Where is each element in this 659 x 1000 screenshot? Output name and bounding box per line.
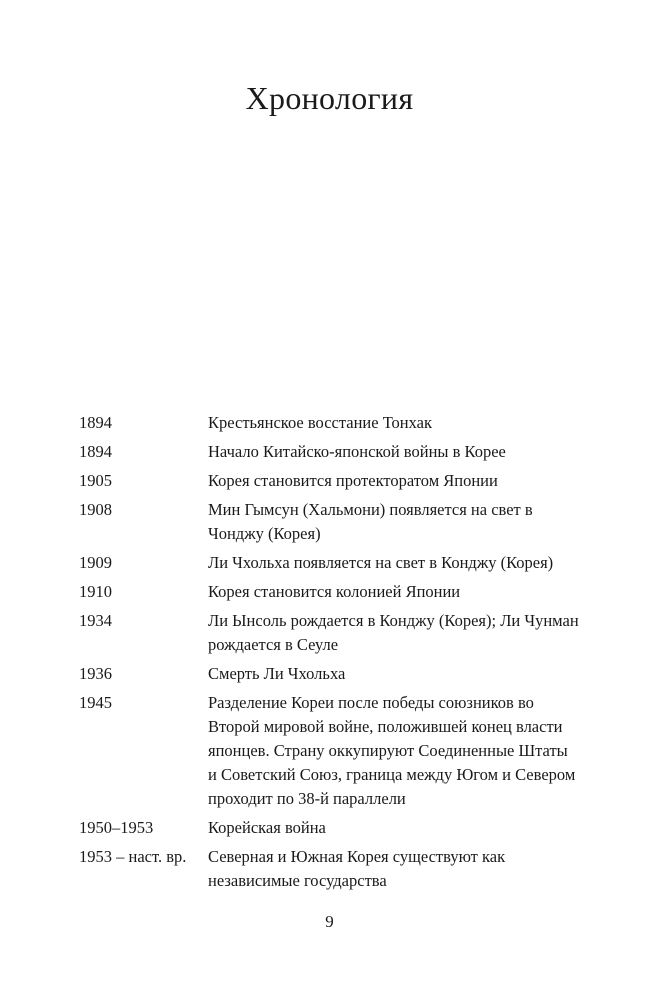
- entry-event: Ли Чхольха появляется на свет в Конджу (Корея): [208, 553, 554, 572]
- entry-event: Смерть Ли Чхольха: [208, 664, 346, 683]
- entry-year: 1945: [79, 693, 112, 712]
- entry-year: 1894: [79, 413, 112, 432]
- entry-year: 1909: [79, 553, 112, 572]
- entry-year: 1894: [79, 442, 112, 461]
- chronology-entry: [79, 411, 579, 435]
- entry-year: 1908: [79, 500, 112, 519]
- chronology-entry: [79, 609, 579, 657]
- entry-event: Корейская война: [208, 818, 326, 837]
- chronology-entry: [79, 469, 579, 493]
- chronology-entry: [79, 845, 579, 893]
- entry-event: Мин Гымсун (Хальмони) появляется на свет в Чонджу (Корея): [208, 500, 533, 543]
- entry-event: Крестьянское восстание Тонхак: [208, 413, 432, 432]
- entry-year: 1936: [79, 664, 112, 683]
- chronology-list: [79, 411, 579, 898]
- chronology-entry: [79, 662, 579, 686]
- entry-year: 1934: [79, 611, 112, 630]
- entry-year: 1950–1953: [79, 818, 154, 837]
- chronology-entry: [79, 580, 579, 604]
- chronology-entry: [79, 498, 579, 546]
- entry-year: 1905: [79, 471, 112, 490]
- page-number: 9: [325, 912, 334, 931]
- entry-year: 1910: [79, 582, 112, 601]
- entry-event: Корея становится протекторатом Японии: [208, 471, 498, 490]
- chronology-entry: [79, 816, 579, 840]
- entry-event: Ли Ынсоль рождается в Конджу (Корея); Ли Чунман рождается в Сеуле: [208, 611, 579, 654]
- entry-event: Начало Китайско-японской войны в Корее: [208, 442, 506, 461]
- chronology-entry: [79, 440, 579, 464]
- chronology-entry: [79, 691, 579, 811]
- entry-year: 1953 – наст. вр.: [79, 847, 187, 866]
- chronology-entry: [79, 551, 579, 575]
- page-title: Хронология: [245, 80, 414, 116]
- entry-event: Корея становится колонией Японии: [208, 582, 461, 601]
- entry-event: Разделение Кореи после победы союзников во Второй мировой войне, положившей конец власти японцев. Страну оккупируют Соединенные Штаты и Советский Союз, граница между Югом и Севером проходит по 38-й параллели: [208, 693, 576, 808]
- entry-event: Северная и Южная Корея существуют как независимые государства: [208, 847, 506, 890]
